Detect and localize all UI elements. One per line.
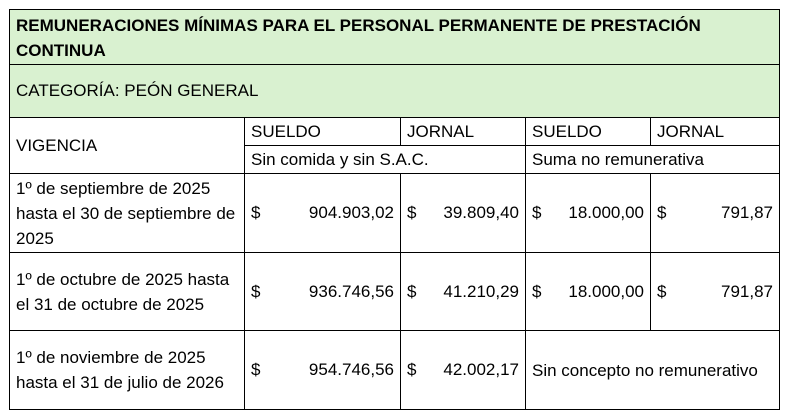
subheader-non-remunerative: Suma no remunerativa — [525, 145, 780, 174]
subheader-remunerative: Sin comida y sin S.A.C. — [244, 145, 526, 174]
amount: 791,87 — [721, 203, 773, 222]
row3-sueldo — [244, 330, 401, 410]
currency-sign: $ — [407, 281, 417, 301]
category-label: CATEGORÍA: PEÓN GENERAL — [9, 64, 780, 118]
row1-period: 1º de septiembre de 2025 hasta el 30 de septiembre de 2025 — [9, 173, 245, 253]
row2-period: 1º de octubre de 2025 hasta el 31 de octubre de 2025 — [9, 252, 245, 331]
amount: 42.002,17 — [443, 360, 519, 379]
header-jornal: JORNAL — [400, 117, 526, 146]
row1-sueldo — [244, 173, 401, 253]
header-sueldo: SUELDO — [244, 117, 401, 146]
row1-nr-sueldo — [525, 173, 651, 253]
row2-nr-jornal — [650, 252, 780, 331]
table-title: REMUNERACIONES MÍNIMAS PARA EL PERSONAL PERMANENTE DE PRESTACIÓN CONTINUA — [9, 9, 780, 65]
row3-no-concept: Sin concepto no remunerativo — [525, 330, 780, 410]
header-vigencia: VIGENCIA — [9, 117, 245, 174]
amount: 18.000,00 — [568, 203, 644, 222]
amount: 936.746,56 — [308, 281, 394, 301]
row3-jornal — [400, 330, 526, 410]
currency-sign: $ — [251, 281, 261, 301]
header-nr-sueldo: SUELDO — [525, 117, 651, 146]
row3-period: 1º de noviembre de 2025 hasta el 31 de julio de 2026 — [9, 330, 245, 410]
amount: 791,87 — [721, 281, 773, 301]
amount: 41.210,29 — [443, 281, 519, 301]
amount: 39.809,40 — [443, 203, 519, 222]
row1-jornal — [400, 173, 526, 253]
currency-sign: $ — [251, 360, 261, 379]
currency-sign: $ — [407, 203, 417, 222]
currency-sign: $ — [251, 203, 261, 222]
currency-sign: $ — [407, 360, 417, 379]
amount: 18.000,00 — [568, 281, 644, 301]
row1-nr-jornal — [650, 173, 780, 253]
remuneraciones-table — [10, 10, 780, 410]
currency-sign: $ — [657, 281, 667, 301]
currency-sign: $ — [657, 203, 667, 222]
row2-jornal — [400, 252, 526, 331]
row2-nr-sueldo — [525, 252, 651, 331]
currency-sign: $ — [532, 281, 542, 301]
currency-sign: $ — [532, 203, 542, 222]
header-nr-jornal: JORNAL — [650, 117, 780, 146]
row2-sueldo — [244, 252, 401, 331]
amount: 954.746,56 — [308, 360, 394, 379]
amount: 904.903,02 — [308, 203, 394, 222]
